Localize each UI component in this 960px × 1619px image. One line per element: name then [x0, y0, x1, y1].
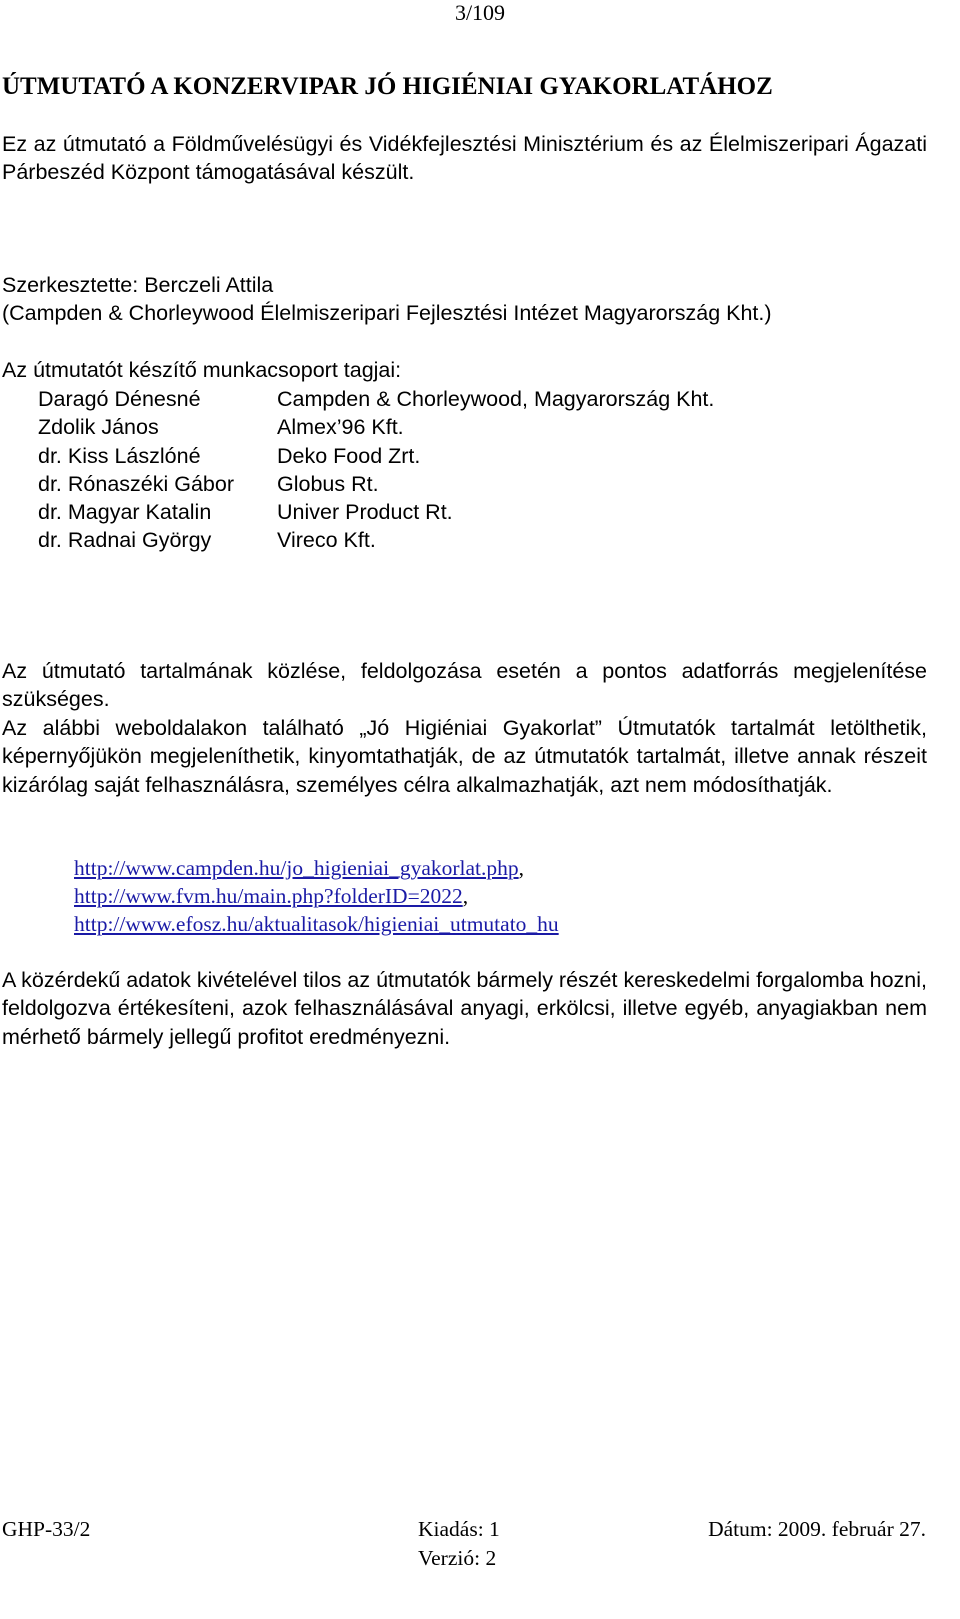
- member-row: [38, 385, 714, 413]
- member-organization: Vireco Kft.: [277, 528, 376, 553]
- member-name: dr. Magyar Katalin: [38, 500, 212, 525]
- link-separator: ,: [462, 884, 469, 908]
- member-name: dr. Kiss Lászlóné: [38, 443, 201, 468]
- editor-organization: (Campden & Chorleywood Élelmiszeripari Fejlesztési Intézet Magyarország Kht.): [2, 301, 772, 325]
- member-row: [38, 498, 714, 526]
- campden-link[interactable]: http://www.campden.hu/jo_higieniai_gyakorlat.php: [74, 856, 519, 880]
- fvm-link[interactable]: http://www.fvm.hu/main.php?folderID=2022: [74, 884, 463, 908]
- link-row: [74, 910, 559, 938]
- member-organization: Univer Product Rt.: [277, 500, 453, 525]
- notice-usage-terms: Az alábbi weboldalakon található „Jó Higiéniai Gyakorlat” Útmutatók tartalmát letölthetik, képernyőjükön megjeleníthetik, kinyomtathatják, de az útmutatók tartalmát, illetve annak részeit kizárólag saját felhasználásra, személyes célra alkalmazhatják, azt nem módosíthatják.: [2, 716, 927, 797]
- members-heading: Az útmutatót készítő munkacsoport tagjai:: [2, 358, 402, 382]
- member-organization: Globus Rt.: [277, 471, 379, 496]
- member-row: [38, 413, 714, 441]
- footer-date: Dátum: 2009. február 27.: [708, 1517, 926, 1541]
- link-row: [74, 882, 559, 910]
- document-title: ÚTMUTATÓ A KONZERVIPAR JÓ HIGIÉNIAI GYAKORLATÁHOZ: [2, 73, 773, 100]
- notice-commercial-restriction: A közérdekű adatok kivételével tilos az útmutatók bármely részét kereskedelmi forgalomba hozni, feldolgozva értékesíteni, azok felhasználásával anyagi, erkölcsi, illetve egyéb, anyagiakban nem mérhető bármely jellegű profitot eredményezni.: [2, 968, 927, 1049]
- member-organization: Deko Food Zrt.: [277, 443, 421, 468]
- member-row: [38, 526, 714, 554]
- member-name: Zdolik János: [38, 415, 159, 440]
- member-name: Daragó Dénesné: [38, 387, 201, 411]
- member-organization: Campden & Chorleywood, Magyarország Kht.: [277, 387, 715, 411]
- notice-source-attribution: Az útmutató tartalmának közlése, feldolgozása esetén a pontos adatforrás megjelenítése szükséges.: [2, 659, 927, 712]
- intro-paragraph: Ez az útmutató a Földművelésügyi és Vidékfejlesztési Minisztérium és az Élelmiszeripari Ágazati Párbeszéd Központ támogatásával készült.: [2, 132, 927, 185]
- member-organization: Almex’96 Kft.: [277, 415, 404, 440]
- footer-edition: Kiadás: 1: [418, 1517, 500, 1541]
- member-name: dr. Radnai György: [38, 528, 212, 553]
- members-list: [38, 385, 714, 555]
- member-row: [38, 470, 714, 498]
- efosz-link[interactable]: http://www.efosz.hu/aktualitasok/higieniai_utmutato_hu: [74, 912, 559, 936]
- editor-line: Szerkesztette: Berczeli Attila: [2, 273, 274, 297]
- footer-document-code: GHP-33/2: [2, 1517, 91, 1541]
- page-number: 3/109: [454, 0, 506, 25]
- link-row: [74, 854, 559, 882]
- footer-version: Verzió: 2: [418, 1546, 497, 1570]
- link-separator: ,: [518, 856, 525, 880]
- member-name: dr. Rónaszéki Gábor: [38, 471, 234, 496]
- link-list: [74, 854, 559, 938]
- member-row: [38, 442, 714, 470]
